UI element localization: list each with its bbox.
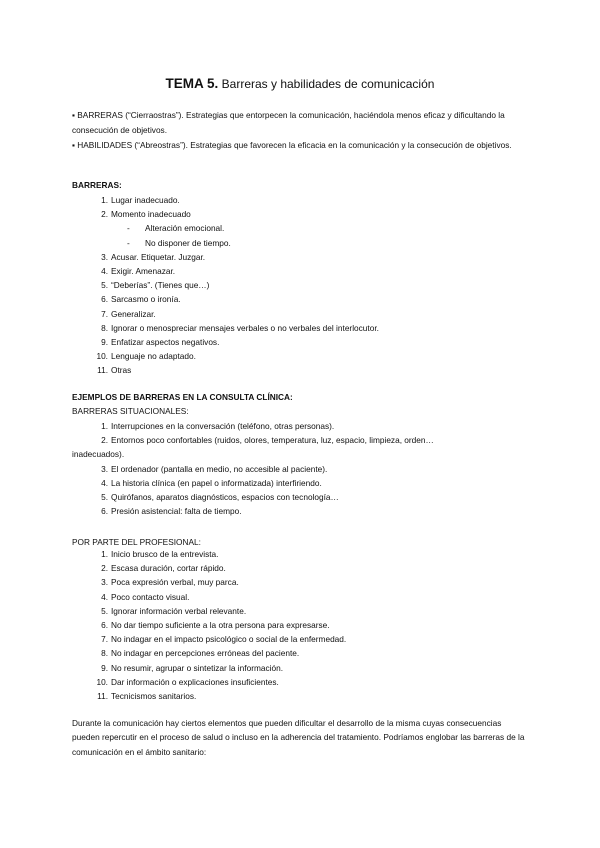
list-item: 10. Dar información o explicaciones insuficientes. xyxy=(96,676,279,687)
list-item: 7. Generalizar. xyxy=(101,308,156,319)
list-subitem: - Alteración emocional. xyxy=(127,223,225,234)
list-item: 6. Sarcasmo o ironía. xyxy=(101,294,181,305)
list-item: 9. No resumir, agrupar o sintetizar la información. xyxy=(101,662,284,673)
list-item: 3. El ordenador (pantalla en medio, no accesible al paciente). xyxy=(101,463,328,474)
situacionales-list xyxy=(0,419,600,518)
closing-paragraph xyxy=(72,716,528,759)
list-item: 2. Entornos poco confortables (ruidos, olores, temperatura, luz, espacio, limpieza, orden… inadecuados). xyxy=(0,433,600,461)
list-item: 7. No indagar en el impacto psicológico o social de la enfermedad. xyxy=(101,634,347,645)
ejemplos-heading: EJEMPLOS DE BARRERAS EN LA CONSULTA CLÍNICA: xyxy=(72,392,293,402)
profesional-heading: POR PARTE DEL PROFESIONAL: xyxy=(72,537,201,547)
list-item: 11. Tecnicismos sanitarios. xyxy=(97,690,197,701)
list-item: 8. No indagar en percepciones erróneas del paciente. xyxy=(101,648,300,659)
list-item: 5. Quirófanos, aparatos diagnósticos, espacios con tecnología… xyxy=(101,491,339,502)
list-item: 4. La historia clínica (en papel o informatizada) interfiriendo. xyxy=(101,477,322,488)
closing-text: Durante la comunicación hay ciertos elementos que pueden dificultar el desarrollo de la misma cuyas consecuencias pueden repercutir en el proceso de salud o incluso en la adherencia del tratamiento. Podríamos englobar las barreras de la comunicación en el ámbito sanitario: xyxy=(72,718,525,757)
list-item: 4. Poco contacto visual. xyxy=(101,591,190,602)
list-item-continuation: inadecuados). xyxy=(72,449,125,460)
intro-barreras: ▪ BARRERAS (“Cierraostras”). Estrategias que entorpecen la comunicación, haciéndola menos eficaz y dificultando la consecución de objetivos. xyxy=(72,110,505,135)
list-item: 1. Inicio brusco de la entrevista. xyxy=(101,549,219,559)
list-subitem: - No disponer de tiempo. xyxy=(127,237,231,248)
list-item: 3. Acusar. Etiquetar. Juzgar. xyxy=(101,251,206,262)
list-item: 3. Poca expresión verbal, muy parca. xyxy=(101,577,239,588)
list-item: 5. “Deberías”. (Tienes que…) xyxy=(101,280,210,291)
profesional-list xyxy=(0,547,600,703)
page-title xyxy=(0,76,600,91)
list-item: 1. Interrupciones en la conversación (teléfono, otras personas). xyxy=(101,421,335,431)
list-item: 6. No dar tiempo suficiente a la otra persona para expresarse. xyxy=(101,619,330,630)
list-item: 11. Otras xyxy=(97,365,132,376)
title-text: Barreras y habilidades de comunicación xyxy=(221,77,435,91)
intro-definitions xyxy=(72,108,528,153)
list-item: 2. Momento inadecuado xyxy=(101,209,191,220)
list-item: 8. Ignorar o menospreciar mensajes verbales o no verbales del interlocutor. xyxy=(101,322,379,333)
situacionales-heading: BARRERAS SITUACIONALES: xyxy=(72,406,189,416)
list-item: 1. Lugar inadecuado. xyxy=(101,195,180,205)
list-item: 10. Lenguaje no adaptado. xyxy=(96,351,196,362)
barreras-heading: BARRERAS: xyxy=(72,180,122,190)
list-item: 4. Exigir. Amenazar. xyxy=(101,265,176,276)
list-item: 5. Ignorar información verbal relevante. xyxy=(101,605,247,616)
barreras-list xyxy=(0,193,600,377)
list-item: 6. Presión asistencial: falta de tiempo. xyxy=(101,506,242,517)
title-prefix: TEMA 5. xyxy=(165,76,219,91)
list-item: 2. Escasa duración, cortar rápido. xyxy=(101,563,226,574)
intro-habilidades: ▪ HABILIDADES (“Abreostras”). Estrategias que favorecen la eficacia en la comunicación y la consecución de objetivos. xyxy=(72,140,512,150)
list-item: 9. Enfatizar aspectos negativos. xyxy=(101,336,220,347)
